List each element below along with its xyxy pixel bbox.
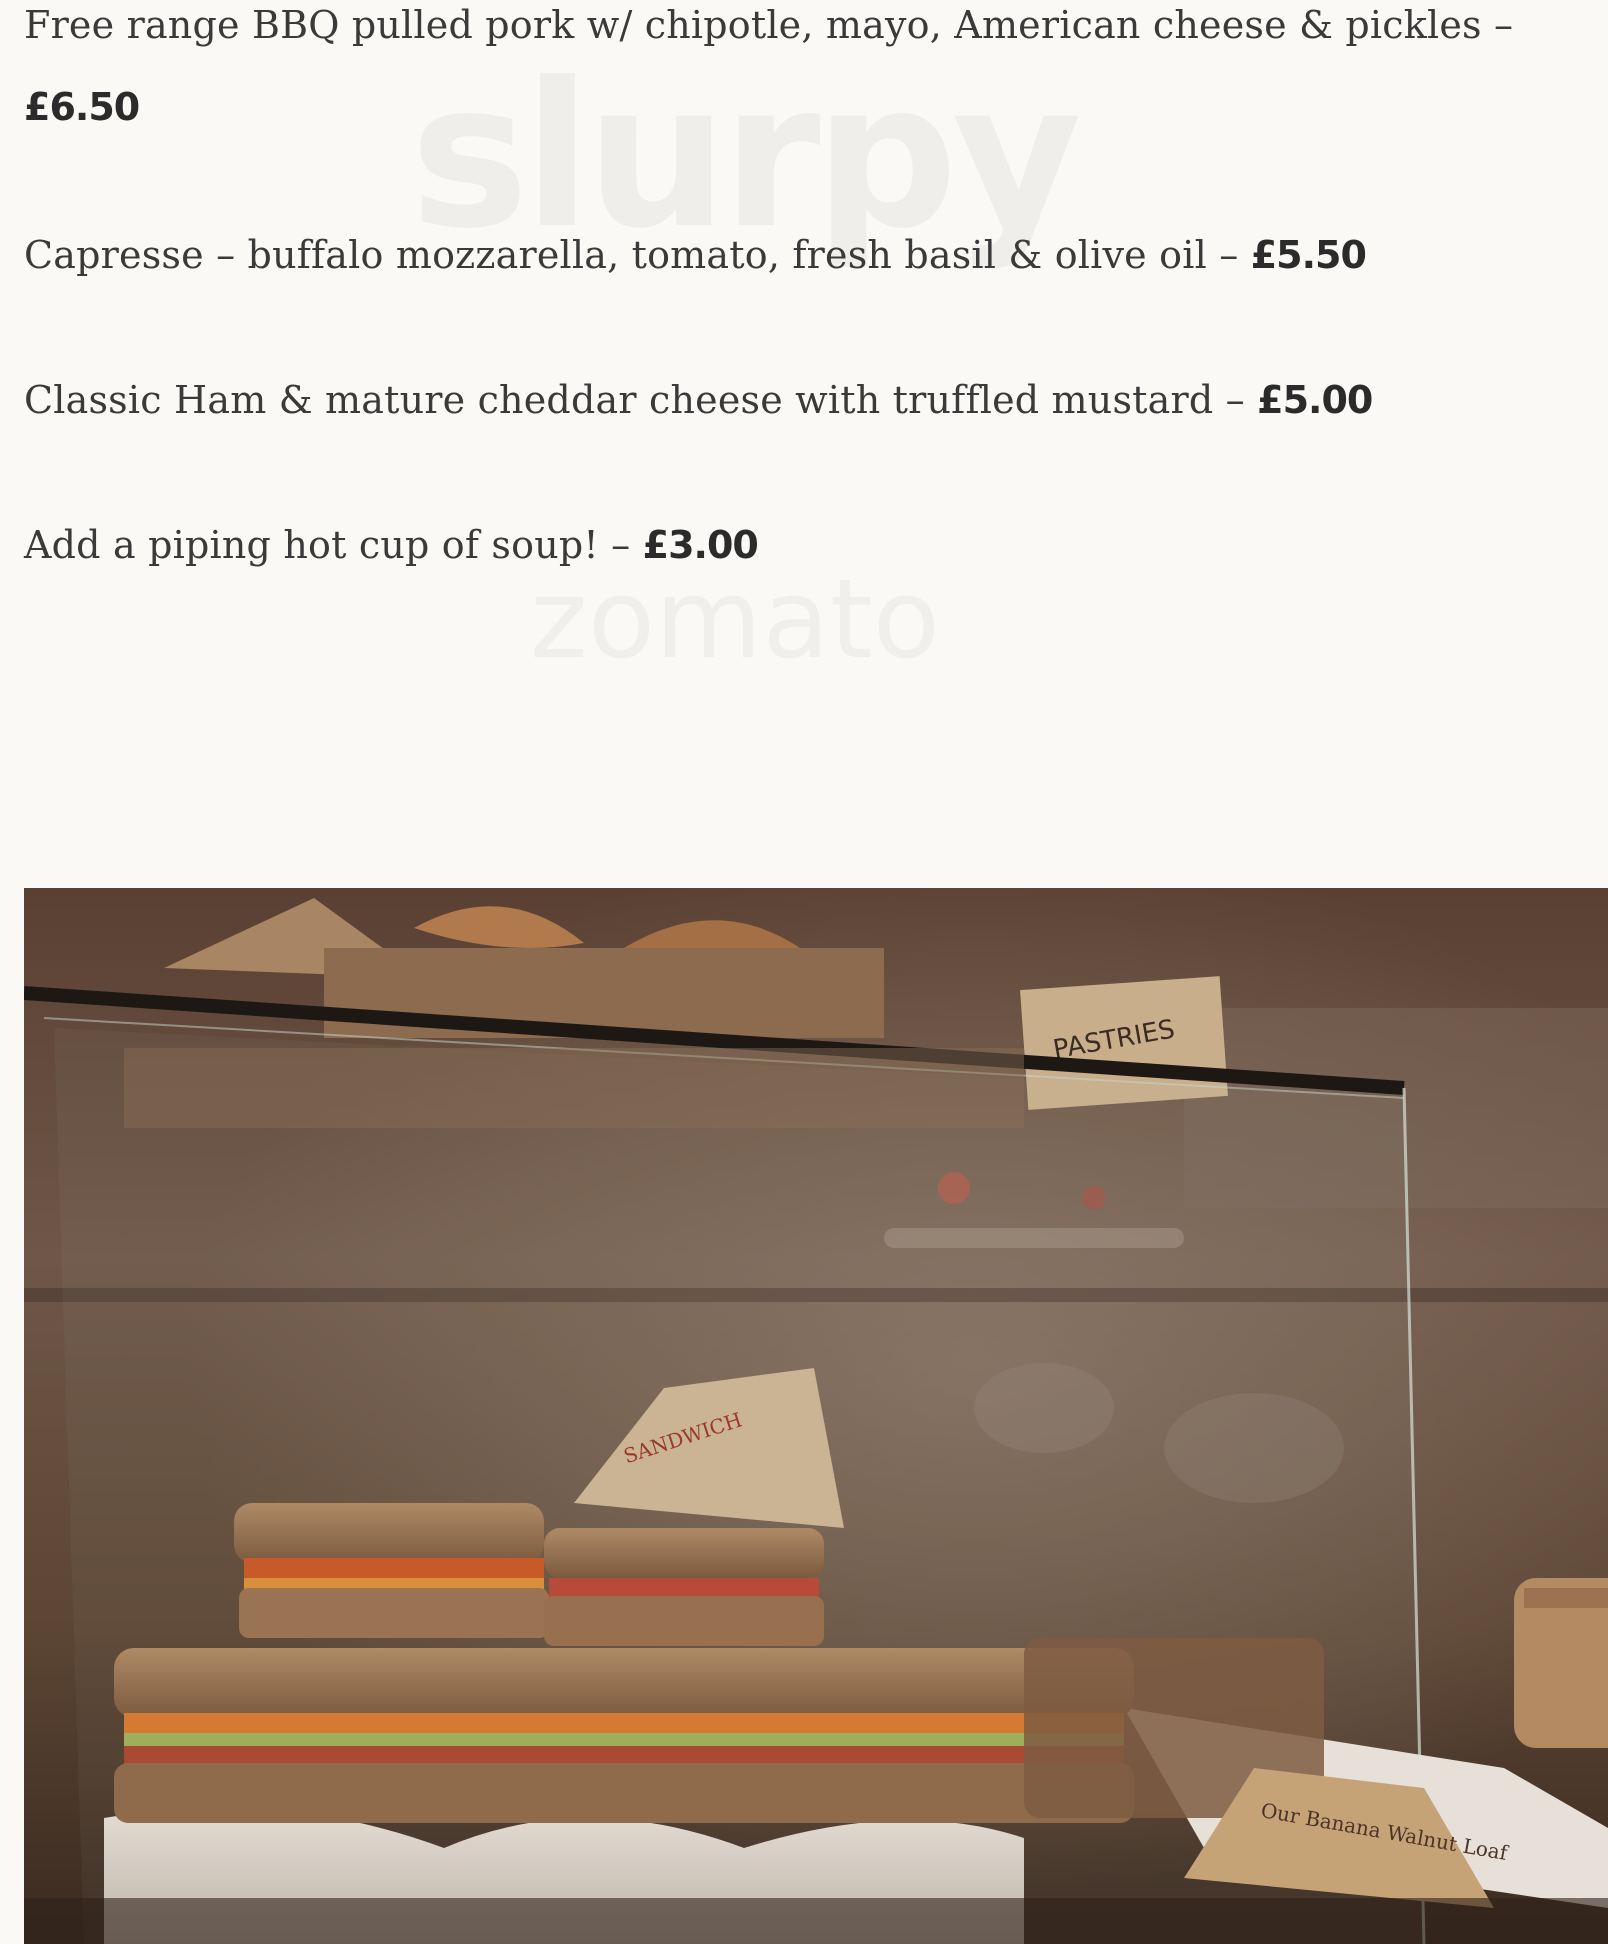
menu-item-description: Add a piping hot cup of soup! – [24,523,643,567]
sandwich-sign: SANDWICH [620,1407,745,1469]
menu-item-description: Classic Ham & mature cheddar cheese with truffled mustard – [24,378,1258,422]
menu-item-capresse [24,214,1366,296]
menu-item-price: £3.00 [642,523,758,567]
menu-item-soup [24,504,758,586]
pastries-sign: PASTRIES [1050,1014,1178,1066]
menu-item-price: £6.50 [24,85,140,129]
sandwich-display-photo [24,888,1608,1944]
menu-item-bbq-pork [24,0,1513,66]
menu-item-description: Capresse – buffalo mozzarella, tomato, fresh basil & olive oil – [24,233,1251,277]
menu-item-price: £5.50 [1250,233,1366,277]
menu-item-classic-ham [24,359,1372,441]
menu-item-bbq-pork-price-line [24,66,139,148]
banana-loaf-sign: Our Banana Walnut Loaf [1259,1798,1510,1866]
menu-item-price: £5.00 [1257,378,1373,422]
menu-item-description: Free range BBQ pulled pork w/ chipotle, mayo, American cheese & pickles – [24,3,1514,47]
